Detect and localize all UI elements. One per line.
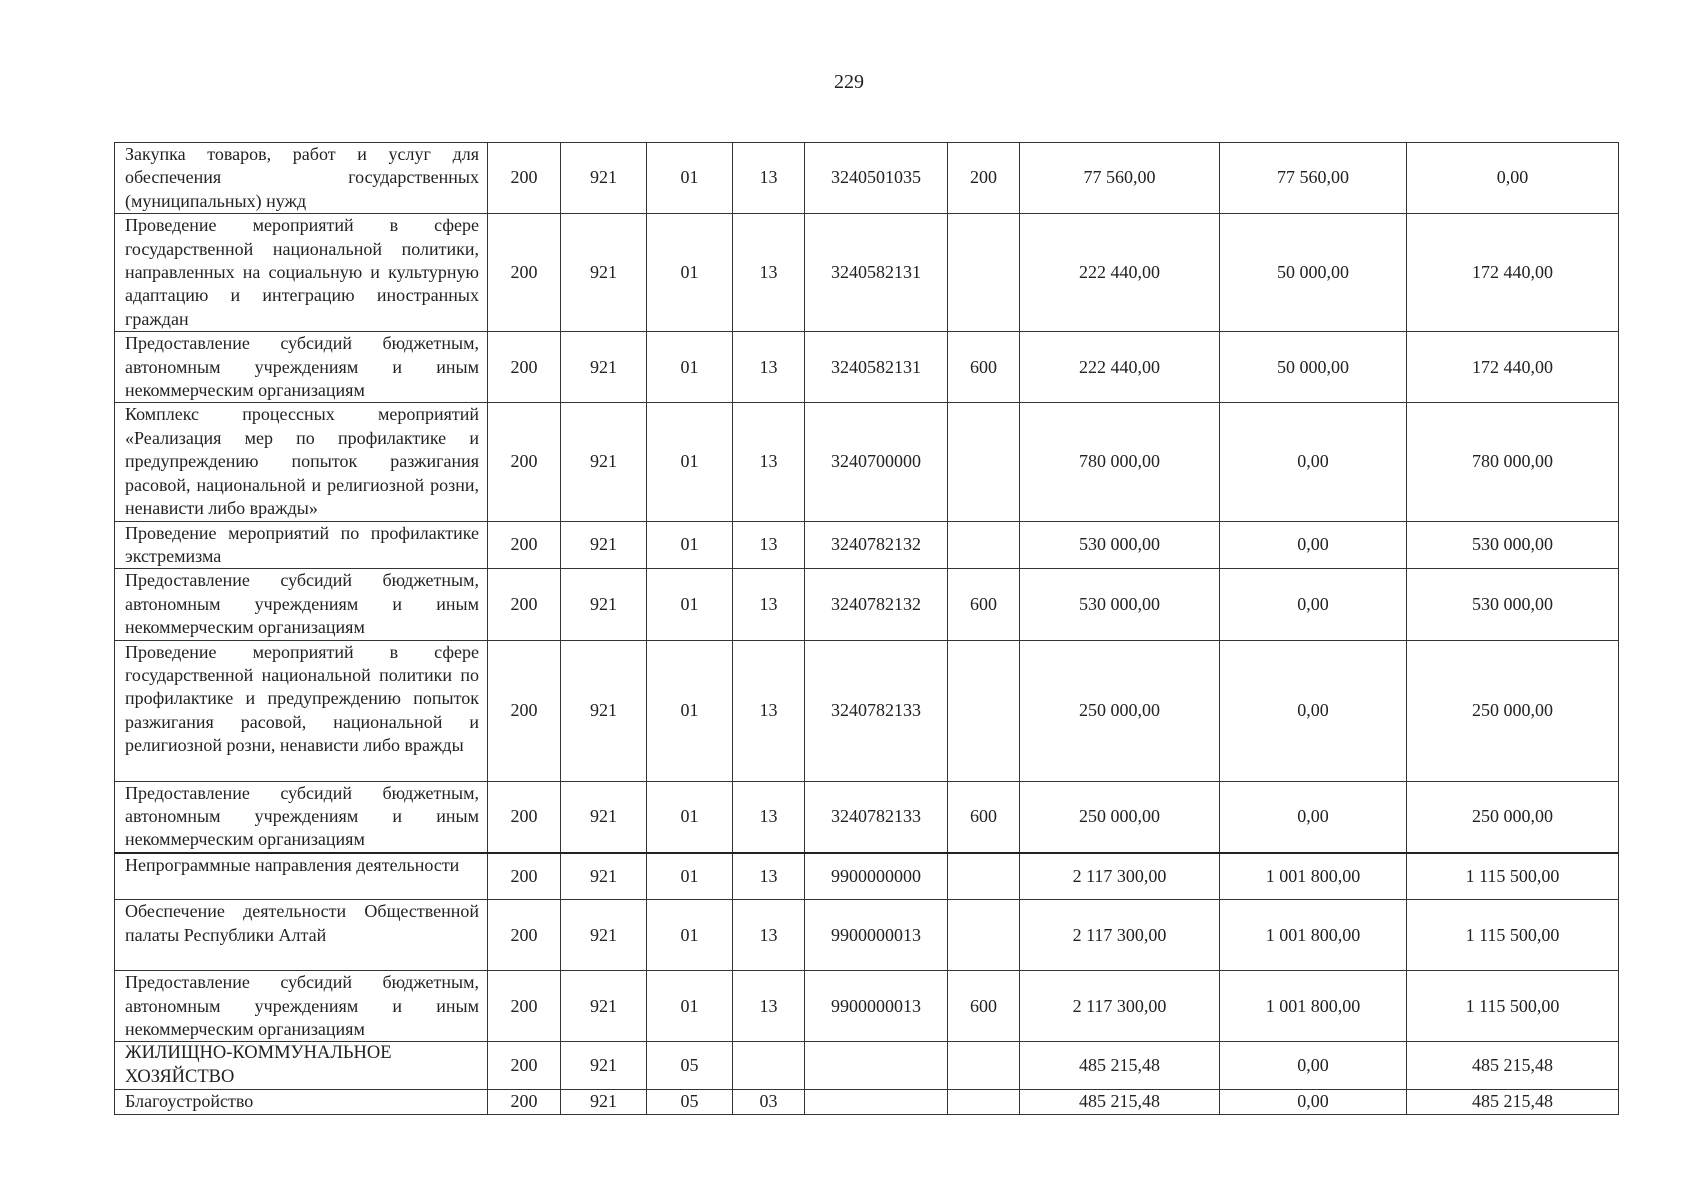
cell-c1: 200	[488, 1090, 561, 1114]
cell-c6: 600	[948, 781, 1020, 853]
cell-c2: 921	[561, 971, 647, 1042]
cell-c1: 200	[488, 781, 561, 853]
cell-c6	[948, 403, 1020, 521]
cell-c1: 200	[488, 971, 561, 1042]
table-row	[115, 214, 1619, 332]
cell-c9: 1 115 500,00	[1407, 971, 1619, 1042]
cell-c9: 172 440,00	[1407, 214, 1619, 332]
cell-c4: 13	[733, 143, 805, 214]
cell-c3: 01	[647, 143, 733, 214]
cell-c8: 0,00	[1220, 781, 1407, 853]
cell-c1: 200	[488, 521, 561, 569]
cell-c7: 2 117 300,00	[1020, 900, 1220, 971]
row-name: ЖИЛИЩНО-КОММУНАЛЬНОЕ ХОЗЯЙСТВО	[115, 1042, 488, 1090]
cell-c9: 250 000,00	[1407, 781, 1619, 853]
cell-c1: 200	[488, 569, 561, 640]
cell-c6	[948, 1090, 1020, 1114]
table-row	[115, 971, 1619, 1042]
row-name: Проведение мероприятий в сфере государственной национальной политики, направленных на социальную и культурную адаптацию и интеграцию иностранных граждан	[115, 214, 488, 332]
cell-c4: 13	[733, 403, 805, 521]
cell-c1: 200	[488, 214, 561, 332]
cell-c7: 530 000,00	[1020, 521, 1220, 569]
cell-c4: 13	[733, 521, 805, 569]
table-row	[115, 1090, 1619, 1114]
budget-table	[114, 142, 1619, 1115]
cell-c6: 200	[948, 143, 1020, 214]
cell-c7: 2 117 300,00	[1020, 971, 1220, 1042]
cell-c3: 01	[647, 521, 733, 569]
cell-c4	[733, 1042, 805, 1090]
cell-c3: 05	[647, 1042, 733, 1090]
row-name: Обеспечение деятельности Общественной палаты Республики Алтай	[115, 900, 488, 971]
cell-c2: 921	[561, 143, 647, 214]
cell-c5: 3240782133	[805, 781, 948, 853]
cell-c9: 1 115 500,00	[1407, 853, 1619, 900]
cell-c1: 200	[488, 853, 561, 900]
cell-c3: 01	[647, 214, 733, 332]
cell-c8: 0,00	[1220, 640, 1407, 781]
cell-c7: 780 000,00	[1020, 403, 1220, 521]
cell-c4: 13	[733, 569, 805, 640]
cell-c9: 172 440,00	[1407, 332, 1619, 403]
cell-c6: 600	[948, 569, 1020, 640]
cell-c3: 01	[647, 971, 733, 1042]
table-row	[115, 900, 1619, 971]
page-number: 229	[834, 71, 864, 93]
cell-c2: 921	[561, 1042, 647, 1090]
cell-c2: 921	[561, 853, 647, 900]
cell-c3: 01	[647, 781, 733, 853]
cell-c9: 780 000,00	[1407, 403, 1619, 521]
cell-c4: 13	[733, 781, 805, 853]
cell-c1: 200	[488, 900, 561, 971]
table-row	[115, 143, 1619, 214]
row-name: Комплекс процессных мероприятий «Реализация мер по профилактике и предупреждению попыток разжигания расовой, национальной и религиозной розни, ненависти либо вражды»	[115, 403, 488, 521]
cell-c1: 200	[488, 143, 561, 214]
cell-c2: 921	[561, 332, 647, 403]
row-name: Предоставление субсидий бюджетным, автономным учреждениям и иным некоммерческим организациям	[115, 781, 488, 853]
cell-c6	[948, 1042, 1020, 1090]
cell-c9: 1 115 500,00	[1407, 900, 1619, 971]
cell-c8: 50 000,00	[1220, 214, 1407, 332]
cell-c5: 3240782133	[805, 640, 948, 781]
cell-c5: 9900000013	[805, 900, 948, 971]
row-name: Предоставление субсидий бюджетным, автономным учреждениям и иным некоммерческим организациям	[115, 569, 488, 640]
cell-c2: 921	[561, 781, 647, 853]
cell-c9: 485 215,48	[1407, 1090, 1619, 1114]
cell-c2: 921	[561, 521, 647, 569]
table-row	[115, 640, 1619, 781]
cell-c8: 1 001 800,00	[1220, 900, 1407, 971]
cell-c2: 921	[561, 900, 647, 971]
table-row	[115, 853, 1619, 900]
cell-c7: 485 215,48	[1020, 1042, 1220, 1090]
cell-c6	[948, 640, 1020, 781]
table-row	[115, 569, 1619, 640]
row-name: Благоустройство	[115, 1090, 488, 1114]
cell-c2: 921	[561, 403, 647, 521]
cell-c4: 13	[733, 214, 805, 332]
cell-c4: 13	[733, 853, 805, 900]
cell-c7: 222 440,00	[1020, 332, 1220, 403]
table-row	[115, 781, 1619, 853]
cell-c7: 485 215,48	[1020, 1090, 1220, 1114]
cell-c4: 03	[733, 1090, 805, 1114]
cell-c8: 50 000,00	[1220, 332, 1407, 403]
cell-c9: 485 215,48	[1407, 1042, 1619, 1090]
cell-c7: 530 000,00	[1020, 569, 1220, 640]
cell-c4: 13	[733, 971, 805, 1042]
cell-c5: 9900000013	[805, 971, 948, 1042]
row-name: Непрограммные направления деятельности	[115, 853, 488, 900]
cell-c6: 600	[948, 332, 1020, 403]
table-row	[115, 521, 1619, 569]
cell-c8: 0,00	[1220, 403, 1407, 521]
cell-c5: 3240582131	[805, 332, 948, 403]
cell-c7: 222 440,00	[1020, 214, 1220, 332]
table-row	[115, 1042, 1619, 1090]
cell-c6: 600	[948, 971, 1020, 1042]
cell-c4: 13	[733, 900, 805, 971]
cell-c5	[805, 1042, 948, 1090]
cell-c5: 9900000000	[805, 853, 948, 900]
cell-c3: 01	[647, 332, 733, 403]
table-row	[115, 403, 1619, 521]
cell-c2: 921	[561, 640, 647, 781]
row-name: Закупка товаров, работ и услуг для обеспечения государственных (муниципальных) нужд	[115, 143, 488, 214]
cell-c5: 3240700000	[805, 403, 948, 521]
cell-c8: 0,00	[1220, 521, 1407, 569]
cell-c3: 01	[647, 853, 733, 900]
cell-c5: 3240782132	[805, 569, 948, 640]
cell-c3: 05	[647, 1090, 733, 1114]
cell-c8: 1 001 800,00	[1220, 853, 1407, 900]
cell-c6	[948, 853, 1020, 900]
row-name: Предоставление субсидий бюджетным, автономным учреждениям и иным некоммерческим организациям	[115, 332, 488, 403]
cell-c7: 77 560,00	[1020, 143, 1220, 214]
cell-c7: 250 000,00	[1020, 781, 1220, 853]
cell-c8: 0,00	[1220, 569, 1407, 640]
cell-c3: 01	[647, 403, 733, 521]
cell-c6	[948, 900, 1020, 971]
cell-c1: 200	[488, 403, 561, 521]
cell-c3: 01	[647, 900, 733, 971]
cell-c8: 77 560,00	[1220, 143, 1407, 214]
cell-c6	[948, 521, 1020, 569]
cell-c9: 530 000,00	[1407, 521, 1619, 569]
cell-c1: 200	[488, 640, 561, 781]
cell-c8: 0,00	[1220, 1090, 1407, 1114]
cell-c1: 200	[488, 332, 561, 403]
cell-c4: 13	[733, 640, 805, 781]
cell-c5: 3240501035	[805, 143, 948, 214]
cell-c4: 13	[733, 332, 805, 403]
cell-c9: 0,00	[1407, 143, 1619, 214]
cell-c6	[948, 214, 1020, 332]
cell-c7: 2 117 300,00	[1020, 853, 1220, 900]
cell-c9: 250 000,00	[1407, 640, 1619, 781]
cell-c9: 530 000,00	[1407, 569, 1619, 640]
row-name: Проведение мероприятий по профилактике экстремизма	[115, 521, 488, 569]
cell-c7: 250 000,00	[1020, 640, 1220, 781]
cell-c5: 3240782132	[805, 521, 948, 569]
cell-c1: 200	[488, 1042, 561, 1090]
cell-c2: 921	[561, 569, 647, 640]
cell-c8: 1 001 800,00	[1220, 971, 1407, 1042]
cell-c5	[805, 1090, 948, 1114]
cell-c2: 921	[561, 1090, 647, 1114]
row-name: Проведение мероприятий в сфере государственной национальной политики по профилактике и предупреждению попыток разжигания расовой, национальной и религиозной розни, ненависти либо вражды	[115, 640, 488, 781]
table-row	[115, 332, 1619, 403]
cell-c3: 01	[647, 640, 733, 781]
cell-c2: 921	[561, 214, 647, 332]
cell-c3: 01	[647, 569, 733, 640]
row-name: Предоставление субсидий бюджетным, автономным учреждениям и иным некоммерческим организациям	[115, 971, 488, 1042]
cell-c8: 0,00	[1220, 1042, 1407, 1090]
cell-c5: 3240582131	[805, 214, 948, 332]
